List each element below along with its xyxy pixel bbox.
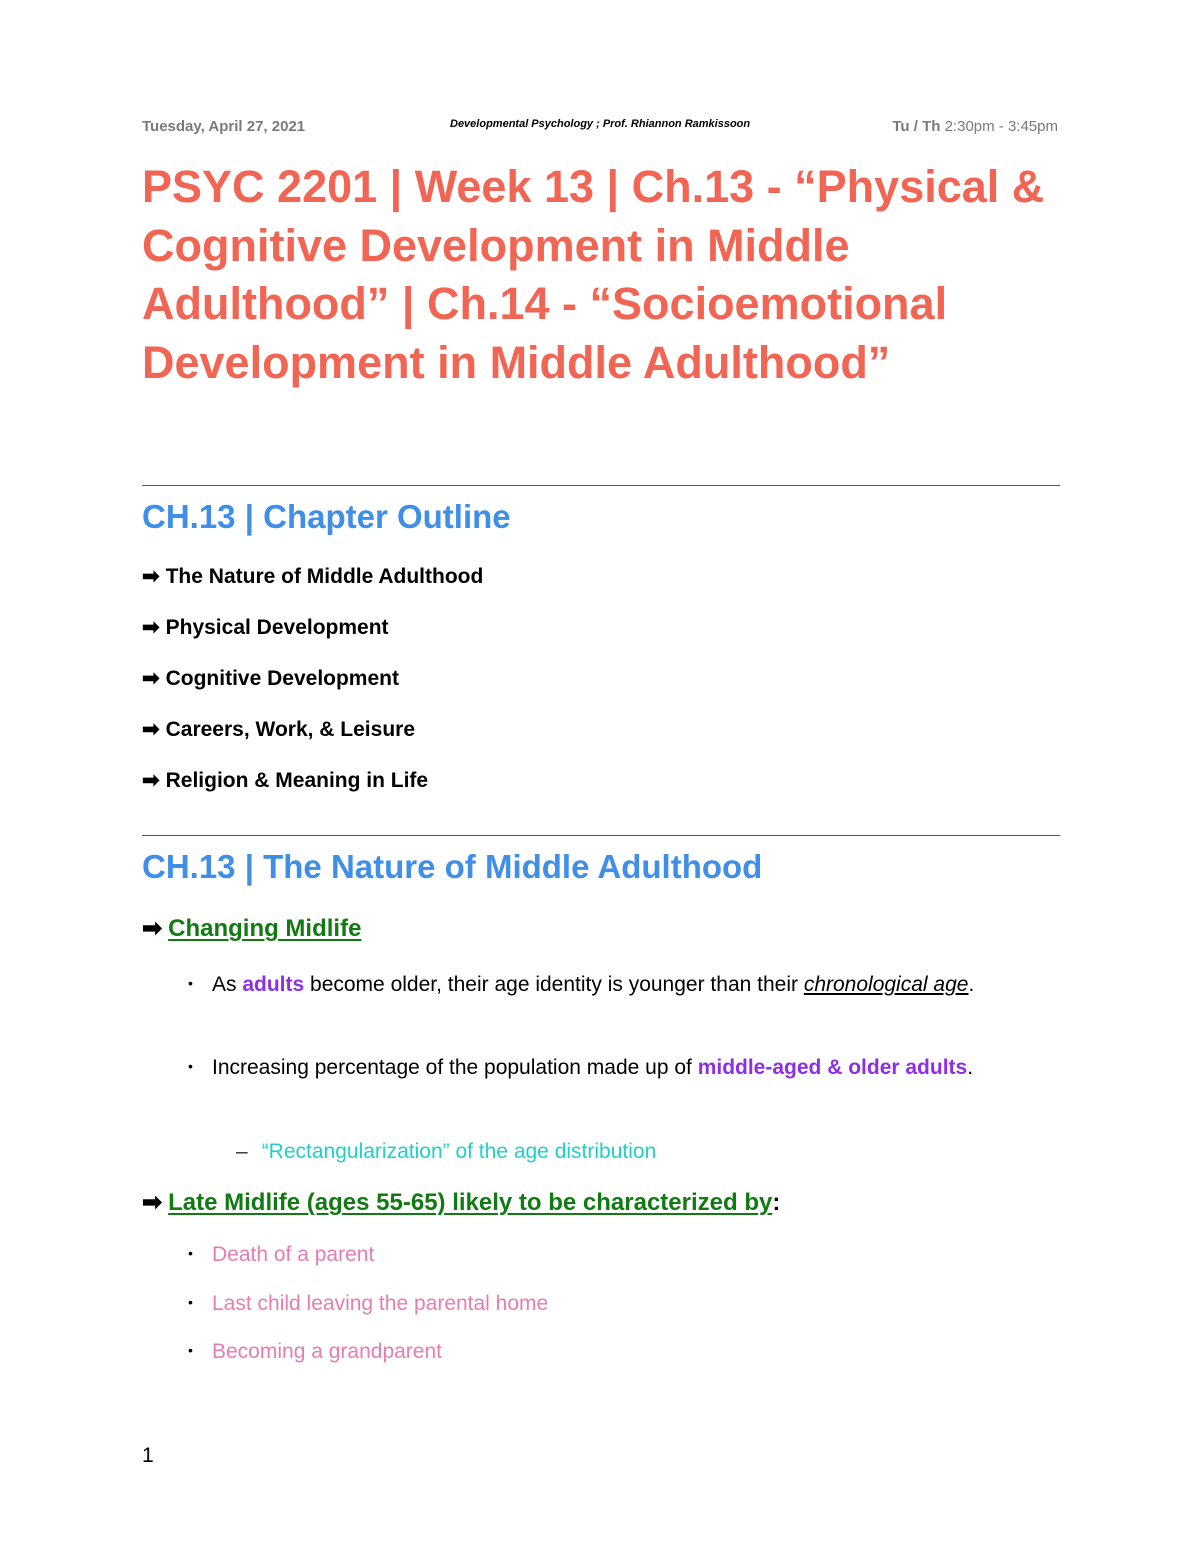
divider — [142, 485, 1060, 486]
bullet-item: • Death of a parent — [188, 1238, 1038, 1272]
outline-item: ➡ Physical Development — [142, 616, 389, 639]
dash-icon: – — [236, 1140, 248, 1163]
subheading-changing-midlife: ➡ Changing Midlife — [142, 915, 362, 942]
page-number: 1 — [142, 1444, 154, 1467]
bullet-item: • Increasing percentage of the population made up of middle-aged & older adults. — [188, 1051, 1038, 1085]
header-time — [892, 118, 1058, 135]
right-arrow-icon: ➡ — [142, 667, 160, 690]
divider — [142, 835, 1060, 836]
bullet-dot-icon: • — [188, 1245, 193, 1261]
right-arrow-icon: ➡ — [142, 616, 160, 639]
right-arrow-icon: ➡ — [142, 1189, 163, 1216]
bullet-dot-icon: • — [188, 975, 193, 991]
page-title: PSYC 2201 | Week 13 | Ch.13 - “Physical & Cognitive Development in Middle Adulthood” | Ch.14 - “Socioemotional Development in Middle Adulthood” — [142, 161, 1045, 388]
section-heading-outline: CH.13 | Chapter Outline — [142, 498, 511, 535]
right-arrow-icon: ➡ — [142, 915, 163, 942]
dash-item: – “Rectangularization” of the age distribution — [236, 1140, 657, 1163]
outline-item: ➡ Religion & Meaning in Life — [142, 769, 429, 792]
subheading-late-midlife: ➡ Late Midlife (ages 55-65) likely to be characterized by: — [142, 1189, 781, 1216]
outline-item: ➡ Careers, Work, & Leisure — [142, 718, 415, 741]
header-days: Tu / Th — [892, 118, 941, 135]
bullet-item: • As adults become older, their age identity is younger than their chronological age. — [188, 968, 1038, 1002]
header-hours: 2:30pm - 3:45pm — [944, 118, 1058, 135]
bullet-item: • Last child leaving the parental home — [188, 1287, 1038, 1321]
section-heading-nature: CH.13 | The Nature of Middle Adulthood — [142, 848, 763, 885]
bullet-dot-icon: • — [188, 1058, 193, 1074]
right-arrow-icon: ➡ — [142, 565, 160, 588]
outline-item: ➡ Cognitive Development — [142, 667, 399, 690]
right-arrow-icon: ➡ — [142, 718, 160, 741]
outline-item: ➡ The Nature of Middle Adulthood — [142, 565, 484, 588]
bullet-dot-icon: • — [188, 1342, 193, 1358]
header-course: Developmental Psychology ; Prof. Rhiannon Ramkissoon — [450, 118, 751, 130]
right-arrow-icon: ➡ — [142, 769, 160, 792]
header-date: Tuesday, April 27, 2021 — [142, 118, 306, 135]
bullet-item: • Becoming a grandparent — [188, 1335, 1038, 1369]
bullet-dot-icon: • — [188, 1294, 193, 1310]
